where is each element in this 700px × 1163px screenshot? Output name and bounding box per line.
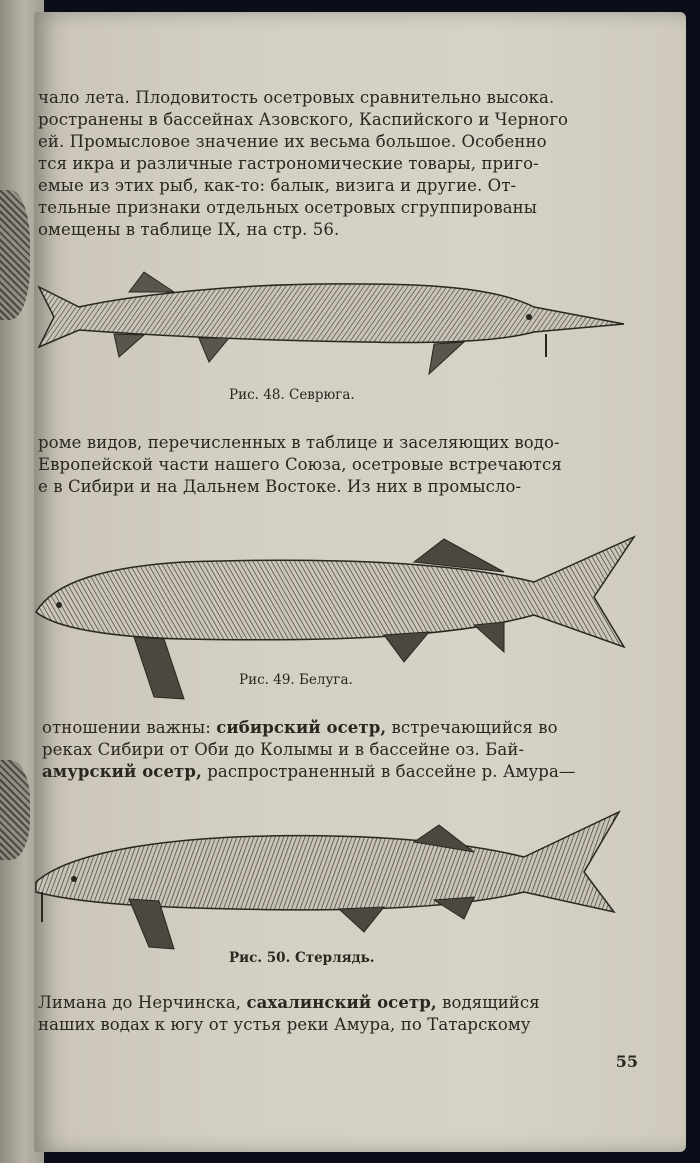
partial-fish-illustration xyxy=(0,190,30,320)
bold-term: сахалинский осетр, xyxy=(246,993,437,1012)
figure-50-caption: Рис. 50. Стерлядь. xyxy=(229,950,375,966)
text-span: отношении важны: xyxy=(42,718,217,737)
figure-48-caption: Рис. 48. Севрюга. xyxy=(229,387,355,403)
bold-term: сибирский осетр, xyxy=(216,718,387,737)
page-number: 55 xyxy=(615,1052,638,1071)
sterlet-illustration xyxy=(34,797,634,957)
paragraph-3 xyxy=(42,717,652,783)
text-span: встречающийся во xyxy=(386,718,558,737)
text-line: емые из этих рыб, как-то: балык, визига и другие. От- xyxy=(38,176,517,195)
text-line xyxy=(38,992,648,1014)
paragraph-1 xyxy=(38,87,648,241)
book-page xyxy=(34,12,686,1152)
text-line: тся икра и различные гастрономические товары, приго- xyxy=(38,154,539,173)
text-span: водящийся xyxy=(436,993,540,1012)
text-line: тельные признаки отдельных осетровых сгруппированы xyxy=(38,198,538,217)
text-line xyxy=(42,717,652,739)
stellate-sturgeon-illustration xyxy=(34,262,634,377)
text-line: чало лета. Плодовитость осетровых сравнительно высока. xyxy=(38,88,555,107)
text-line: омещены в таблице IX, на стр. 56. xyxy=(38,220,340,239)
bold-term: амурский осетр, xyxy=(42,762,202,781)
text-line: ей. Промысловое значение их весьма большое. Особенно xyxy=(38,132,547,151)
figure-49-caption: Рис. 49. Белуга. xyxy=(239,672,353,688)
text-line: Европейской части нашего Союза, осетровые встречаются xyxy=(38,455,562,474)
paragraph-2 xyxy=(38,432,648,498)
paragraph-4 xyxy=(38,992,648,1036)
text-line: ространены в бассейнах Азовского, Каспийского и Черного xyxy=(38,110,569,129)
text-line: реках Сибири от Оби до Колымы и в бассейне оз. Бай- xyxy=(42,740,525,759)
text-line: роме видов, перечисленных в таблице и заселяющих водо- xyxy=(38,433,560,452)
text-line: е в Сибири и на Дальнем Востоке. Из них в промысло- xyxy=(38,477,522,496)
text-span: Лимана до Нерчинска, xyxy=(38,993,247,1012)
text-line xyxy=(42,761,652,783)
text-line: наших водах к югу от устья реки Амура, по Татарскому xyxy=(38,1015,531,1034)
text-span: распространенный в бассейне р. Амура— xyxy=(201,762,576,781)
partial-fish-illustration xyxy=(0,760,30,860)
